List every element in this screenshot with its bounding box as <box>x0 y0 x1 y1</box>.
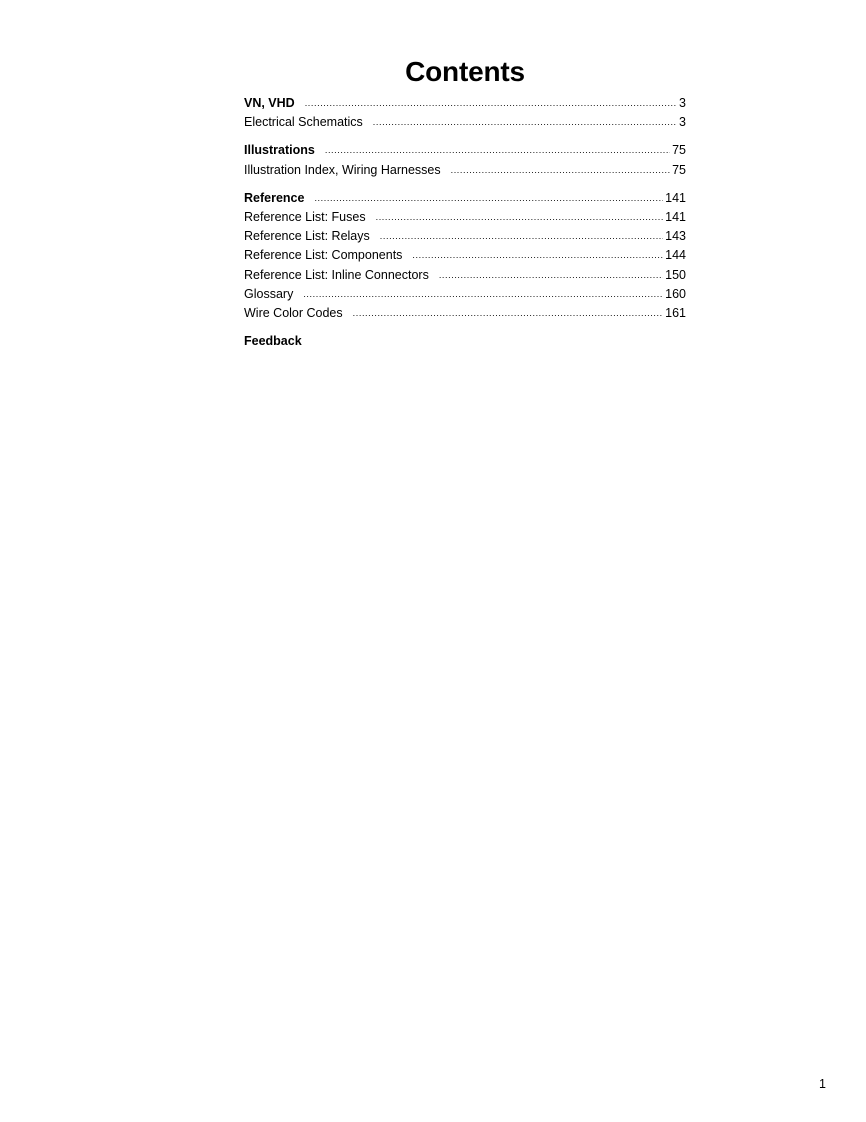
toc-entry-page: 75 <box>672 162 686 177</box>
toc-entry-label: Feedback <box>244 334 302 349</box>
toc-entry-label: Illustrations <box>244 143 315 158</box>
toc-entry-label: Reference List: Inline Connectors <box>244 267 429 282</box>
toc-entry-page: 161 <box>665 306 686 321</box>
toc-entry-page: 75 <box>672 143 686 158</box>
toc-section-illustrations <box>244 141 686 179</box>
toc-entry-reference-components[interactable] <box>244 246 686 265</box>
dot-leader <box>353 304 664 322</box>
toc-entry-page: 143 <box>665 229 686 244</box>
dot-leader <box>373 113 677 131</box>
toc-entry-label: Illustration Index, Wiring Harnesses <box>244 162 441 177</box>
toc-entry-page: 3 <box>679 115 686 130</box>
toc-entry-wire-color-codes[interactable] <box>244 304 686 323</box>
dot-leader <box>376 208 664 226</box>
page-number: 1 <box>819 1077 826 1091</box>
toc-entry-feedback[interactable] <box>244 332 686 350</box>
toc-section-vn-vhd <box>244 94 686 132</box>
dot-leader <box>451 161 670 179</box>
toc-entry-page: 3 <box>679 96 686 110</box>
toc-entry-label: Wire Color Codes <box>244 306 343 321</box>
toc-entry-vn-vhd[interactable] <box>244 94 686 113</box>
toc-entry-reference-inline-connectors[interactable] <box>244 266 686 285</box>
toc-entry-page: 141 <box>665 190 686 205</box>
toc-entry-page: 141 <box>665 210 686 225</box>
toc-entry-glossary[interactable] <box>244 285 686 304</box>
toc-entry-label: Reference List: Fuses <box>244 210 366 225</box>
dot-leader <box>439 266 663 284</box>
toc-entry-page: 160 <box>665 286 686 301</box>
toc-entry-page: 144 <box>665 248 686 263</box>
dot-leader <box>325 141 670 159</box>
page-title: Contents <box>405 56 525 87</box>
toc-entry-reference-fuses[interactable] <box>244 208 686 227</box>
dot-leader <box>412 246 663 264</box>
toc-entry-label: Reference List: Relays <box>244 229 370 244</box>
toc-entry-label: Electrical Schematics <box>244 115 363 130</box>
toc-entry-label: Reference <box>244 190 305 205</box>
table-of-contents <box>244 94 686 359</box>
toc-section-feedback <box>244 332 686 350</box>
toc-entry-page: 150 <box>665 267 686 282</box>
toc-entry-illustration-index[interactable] <box>244 161 686 180</box>
toc-entry-electrical-schematics[interactable] <box>244 113 686 132</box>
dot-leader <box>305 94 677 112</box>
toc-entry-illustrations[interactable] <box>244 141 686 160</box>
toc-entry-label: Glossary <box>244 286 294 301</box>
toc-entry-reference-relays[interactable] <box>244 227 686 246</box>
toc-section-reference <box>244 189 686 323</box>
dot-leader <box>380 227 663 245</box>
toc-entry-reference[interactable] <box>244 189 686 208</box>
toc-entry-label: Reference List: Components <box>244 248 403 263</box>
dot-leader <box>303 285 663 303</box>
dot-leader <box>314 189 663 207</box>
toc-entry-label: VN, VHD <box>244 96 295 110</box>
